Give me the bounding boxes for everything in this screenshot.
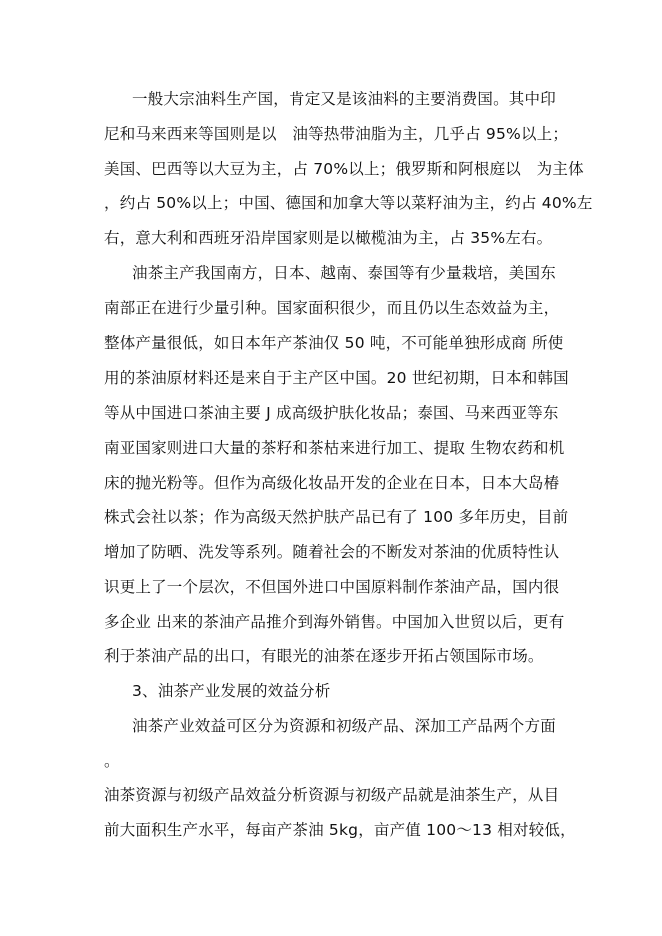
paragraph-2-line-10: 识更上了一个层次，不但国外进口中国原料制作茶油产品，国内很 — [104, 578, 560, 596]
paragraph-3-line-1: 油茶产业效益可区分为资源和初级产品、深加工产品两个方面 — [132, 717, 556, 735]
paragraph-4-line-2: 前大面积生产水平，每亩产茶油 5kg，亩产值 100～13 相对较低， — [104, 821, 576, 839]
paragraph-2-line-12: 利于茶油产品的出口，有眼光的油茶在逐步开拓占领国际市场。 — [104, 647, 544, 665]
paragraph-2-line-11: 多企业 出来的茶油产品推介到海外销售。中国加入世贸以后，更有 — [104, 613, 565, 631]
paragraph-2-line-4: 用的茶油原材料还是来自于主产区中国。20 世纪初期，日本和韩国 — [104, 369, 569, 387]
paragraph-3-line-2: 。 — [104, 752, 120, 770]
section-heading: 3、油茶产业发展的效益分析 — [132, 682, 331, 700]
paragraph-2-line-8: 株式会社以茶；作为高级天然护肤产品已有了 100 多年历史，目前 — [104, 508, 569, 526]
paragraph-2-line-7: 床的抛光粉等。但作为高级化妆品开发的企业在日本，日本大岛椿 — [104, 474, 560, 492]
paragraph-2-line-5: 等从中国进口茶油主要 J 成高级护肤化妆品；泰国、马来西亚等东 — [104, 404, 559, 422]
paragraph-1-line-1: 一般大宗油料生产国，肯定又是该油料的主要消费国。其中印 — [132, 90, 556, 108]
paragraph-2-line-2: 南部正在进行少量引种。国家面积很少，而且仍以生态效益为主， — [104, 299, 560, 317]
paragraph-1-line-2: 尼和马来西来等国则是以 油等热带油脂为主，几乎占 95%以上； — [104, 125, 569, 143]
paragraph-2-line-9: 增加了防晒、洗发等系列。随着社会的不断发对茶油的优质特性认 — [104, 543, 560, 561]
paragraph-1-line-5: 右，意大利和西班牙沿岸国家则是以橄榄油为主，占 35%左右。 — [104, 229, 553, 247]
paragraph-1-line-3: 美国、巴西等以大豆为主，占 70%以上；俄罗斯和阿根庭以 为主体 — [104, 160, 584, 178]
paragraph-4-line-1: 油茶资源与初级产品效益分析资源与初级产品就是油茶生产，从目 — [104, 786, 560, 804]
paragraph-2-line-1: 油茶主产我国南方，日本、越南、泰国等有少量栽培，美国东 — [132, 264, 556, 282]
paragraph-2-line-6: 南亚国家则进口大量的茶籽和茶枯来进行加工、提取 生物农药和机 — [104, 439, 565, 457]
paragraph-2-line-3: 整体产量很低，如日本年产茶油仅 50 吨，不可能单独形成商 所使 — [104, 334, 564, 352]
paragraph-1-line-4: ，约占 50%以上；中国、德国和加拿大等以菜籽油为主，约占 40%左 — [104, 194, 593, 212]
